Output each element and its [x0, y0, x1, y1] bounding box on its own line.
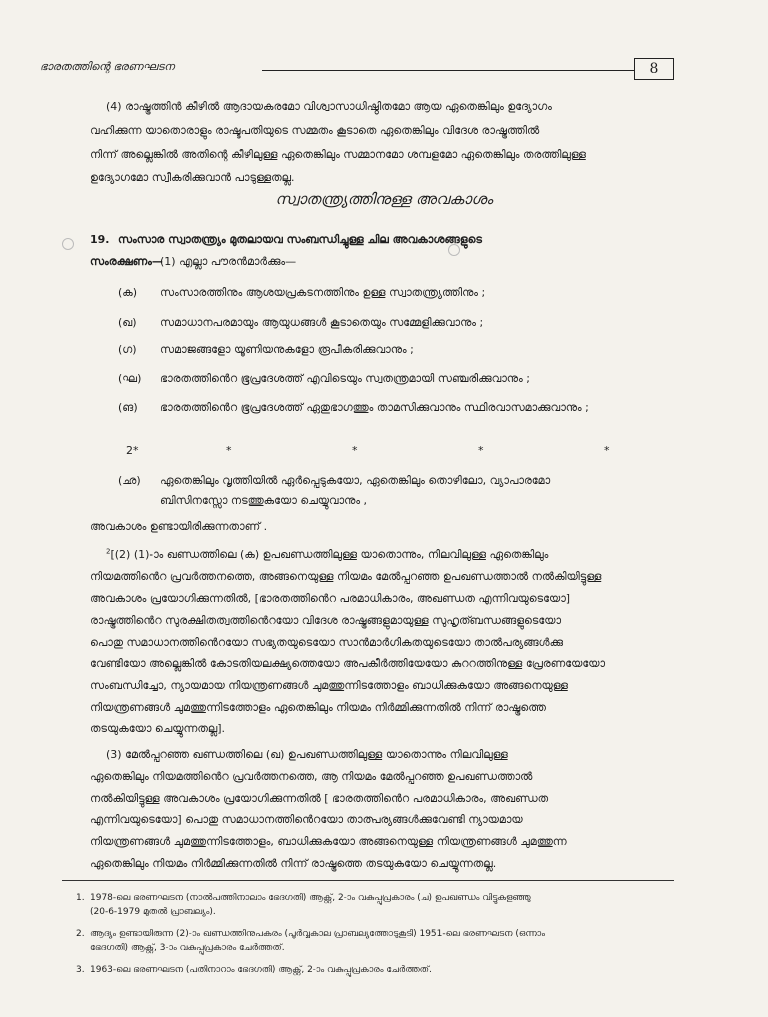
- omission-star: *: [352, 444, 358, 457]
- para3-line: എന്നിവയുടെയോ] പൊതു സമാധാനത്തിൻെറയോ താത്പര്യങ്ങൾക്കുവേണ്ടി ന്യായമായ: [90, 813, 523, 826]
- footnote-marker: 1.: [76, 893, 85, 903]
- header-rule: [262, 70, 634, 71]
- item-label: (ങ): [118, 401, 138, 414]
- running-header: ഭാരതത്തിന്റെ ഭരണഘടന: [40, 60, 175, 73]
- closing-line: അവകാശം ഉണ്ടായിരിക്കുന്നതാണ് .: [90, 520, 268, 533]
- para3-line: ഏതെങ്കിലും നിയമം നിർമ്മിക്കുന്നതിൽ നിന്ന് രാഷ്ട്രത്തെ തടയുകയോ ചെയ്യുന്നതല്ല.: [90, 857, 497, 870]
- punch-hole-mark: [62, 238, 74, 250]
- para4-line-4: ഉദ്യോഗമോ സ്വീകരിക്കുവാൻ പാടുള്ളതല്ല.: [90, 171, 295, 184]
- item-text: സംസാരത്തിനും ആശയപ്രകടനത്തിനും ഉള്ള സ്വാതന്ത്ര്യത്തിനും ;: [160, 286, 486, 299]
- para2-line: അവകാശം പ്രയോഗിക്കുന്നതിൽ, [ഭാരതത്തിൻെറ പരമാധികാരം, അഖണ്ഡത എന്നിവയുടെയോ]: [90, 592, 571, 605]
- para2-line: സംബന്ധിച്ചോ, ന്യായമായ നിയന്ത്രണങ്ങൾ ചുമത്തുന്നിടത്തോളം ബാധിക്കുകയോ അങ്ങനെയുള്ള: [90, 679, 568, 692]
- item-label: (ഗ): [118, 343, 137, 356]
- omission-star: *: [478, 444, 484, 457]
- item-text: ഏതെങ്കിലും വൃത്തിയിൽ ഏർപ്പെടുകയോ, ഏതെങ്കിലും തൊഴിലോ, വ്യാപാരമോ: [160, 474, 551, 487]
- footnote-line: 1978-ലെ ഭരണഘടന (നാൽപത്തിനാലാം ഭേദഗതി) ആക്റ്റ്, 2-ാം വകുപ്പുപ്രകാരം (ച) ഉപഖണ്ഡം വിട്ടുകളഞ്ഞു: [90, 893, 531, 903]
- article-number: 19.: [90, 233, 110, 246]
- footnote-marker: 3.: [76, 965, 85, 975]
- para2-line: നിയമത്തിൻെറ പ്രവർത്തനത്തെ, അങ്ങനെയുള്ള നിയമം മേൽപ്പറഞ്ഞ ഉപഖണ്ഡത്താൽ നൽകിയിട്ടുള്ള: [90, 570, 602, 583]
- para2-line: തടയുകയോ ചെയ്യുന്നതല്ല].: [90, 722, 226, 735]
- footnote-line: 1963-ലെ ഭരണഘടന (പതിനാറാം ഭേദഗതി) ആക്റ്റ്, 2-ാം വകുപ്പുപ്രകാരം ചേർത്തത്.: [90, 965, 432, 975]
- para4-line-1: (4) രാഷ്ട്രത്തിൻ കീഴിൽ ആദായകരമോ വിശ്വാസാധിഷ്ഠിതമോ ആയ ഏതെങ്കിലും ഉദ്യോഗം: [106, 100, 552, 113]
- para2-line: പൊതു സമാധാനത്തിൻെറയോ സഭ്യതയുടെയോ സാൻമാർഗികതയുടെയോ താൽപര്യങ്ങൾക്കു: [90, 636, 563, 649]
- article-heading-line-1: സംസാര സ്വാതന്ത്ര്യം മുതലായവ സംബന്ധിച്ചുള്ള ചില അവകാശങ്ങളുടെ: [118, 233, 482, 246]
- footnote-line: ആദ്യം ഉണ്ടായിരുന്ന (2)-ാം ഖണ്ഡത്തിനുപകരം (പൂർവ്വകാല പ്രാബല്യത്തോടുകൂടി) 1951-ലെ ഭരണഘടന (ഒന്നാം: [90, 929, 545, 939]
- article-heading-line-2: സംരക്ഷണം—: [90, 255, 163, 268]
- item-label: (ഘ): [118, 372, 142, 385]
- omission-star: *: [604, 444, 610, 457]
- item-label: (ഖ): [118, 316, 137, 329]
- item-text: ഭാരതത്തിൻെറ ഭൂപ്രദേശത്ത് എവിടെയും സ്വതന്ത്രമായി സഞ്ചരിക്കുവാനും ;: [160, 372, 530, 385]
- footnote-line: (20-6-1979 മുതൽ പ്രാബല്യം).: [90, 907, 216, 917]
- item-text: സമാജങ്ങളോ യൂണിയനുകളോ രൂപീകരിക്കുവാനും ;: [160, 343, 414, 356]
- omission-marker: 2*: [126, 444, 139, 457]
- item-text: സമാധാനപരമായും ആയുധങ്ങൾ കൂടാതെയും സമ്മേളിക്കുവാനും ;: [160, 316, 484, 329]
- omission-star: *: [226, 444, 232, 457]
- footnote-rule: [62, 880, 674, 881]
- item-text: ഭാരതത്തിൻെറ ഭൂപ്രദേശത്ത് ഏതുഭാഗത്തും താമസിക്കുവാനും സ്ഥിരവാസമാക്കുവാനും ;: [160, 401, 589, 414]
- item-label: (ക): [118, 286, 138, 299]
- item-text: ബിസിനസ്സോ നടത്തുകയോ ചെയ്യുവാനും ,: [160, 494, 368, 507]
- para3-line: നിയന്ത്രണങ്ങൾ ചുമത്തുന്നിടത്തോളം, ബാധിക്കുകയോ അങ്ങനെയുള്ള നിയന്ത്രണങ്ങൾ ചുമത്തുന്ന: [90, 835, 567, 848]
- para2-line: രാഷ്ട്രത്തിൻെറ സുരക്ഷിതത്വത്തിൻെറയോ വിദേശ രാഷ്ട്രങ്ങളുമായുള്ള സുഹൃത്ബന്ധങ്ങളുടെയോ: [90, 614, 562, 627]
- para4-line-2: വഹിക്കുന്ന യാതൊരാളും രാഷ്ടപതിയുടെ സമ്മതം കൂടാതെ ഏതെങ്കിലും വിദേശ രാഷ്ട്രത്തിൽ: [90, 124, 540, 137]
- para2-line: $^2$[(2) (1)-ാം ഖണ്ഡത്തിലെ (ക) ഉപഖണ്ഡത്തിലുള്ള യാതൊന്നും, നിലവിലുള്ള ഏതെങ്കിലും: [106, 547, 549, 561]
- para3-line: നൽകിയിട്ടുള്ള അവകാശം പ്രയോഗിക്കുന്നതിൽ [ ഭാരതത്തിൻെറ പരമാധികാരം, അഖണ്ഡത: [90, 792, 549, 805]
- section-title: സ്വാതന്ത്ര്യത്തിനുള്ള അവകാശം: [275, 190, 493, 208]
- footnote-line: ഭേദഗതി) ആക്റ്റ്, 3-ാം വകുപ്പുപ്രകാരം ചേർത്തത്.: [90, 943, 285, 953]
- para2-line: വേണ്ടിയോ അല്ലെങ്കിൽ കോടതിയലക്ഷ്യത്തെയോ അപകീർത്തിയേയോ കുററത്തിനുള്ള പ്രേരണയേയോ: [90, 657, 606, 670]
- item-label: (ഛ): [118, 474, 141, 487]
- footnote-marker: 2.: [76, 929, 85, 939]
- para3-line: (3) മേൽപ്പറഞ്ഞ ഖണ്ഡത്തിലെ (ഖ) ഉപഖണ്ഡത്തിലുള്ള യാതൊന്നും നിലവിലുള്ള: [106, 748, 508, 761]
- clause1-intro: (1) എല്ലാ പൗരൻമാർക്കും—: [160, 255, 297, 268]
- para3-line: ഏതെങ്കിലും നിയമത്തിൻെറ പ്രവർത്തനത്തെ, ആ നിയമം മേൽപ്പറഞ്ഞ ഉപഖണ്ഡത്താൽ: [90, 770, 533, 783]
- para4-line-3: നിന്ന് അല്ലെങ്കിൽ അതിന്റെ കീഴിലുള്ള ഏതെങ്കിലും സമ്മാനമോ ശമ്പളമോ ഏതെങ്കിലും തരത്തിലുള്ള: [90, 148, 586, 161]
- page-number: 8: [634, 58, 674, 80]
- para2-line: നിയന്ത്രണങ്ങൾ ചുമത്തുന്നിടത്തോളം ഏതെങ്കിലും നിയമം നിർമ്മിക്കുന്നതിൽ നിന്ന് രാഷ്ട്രത്തെ: [90, 701, 546, 714]
